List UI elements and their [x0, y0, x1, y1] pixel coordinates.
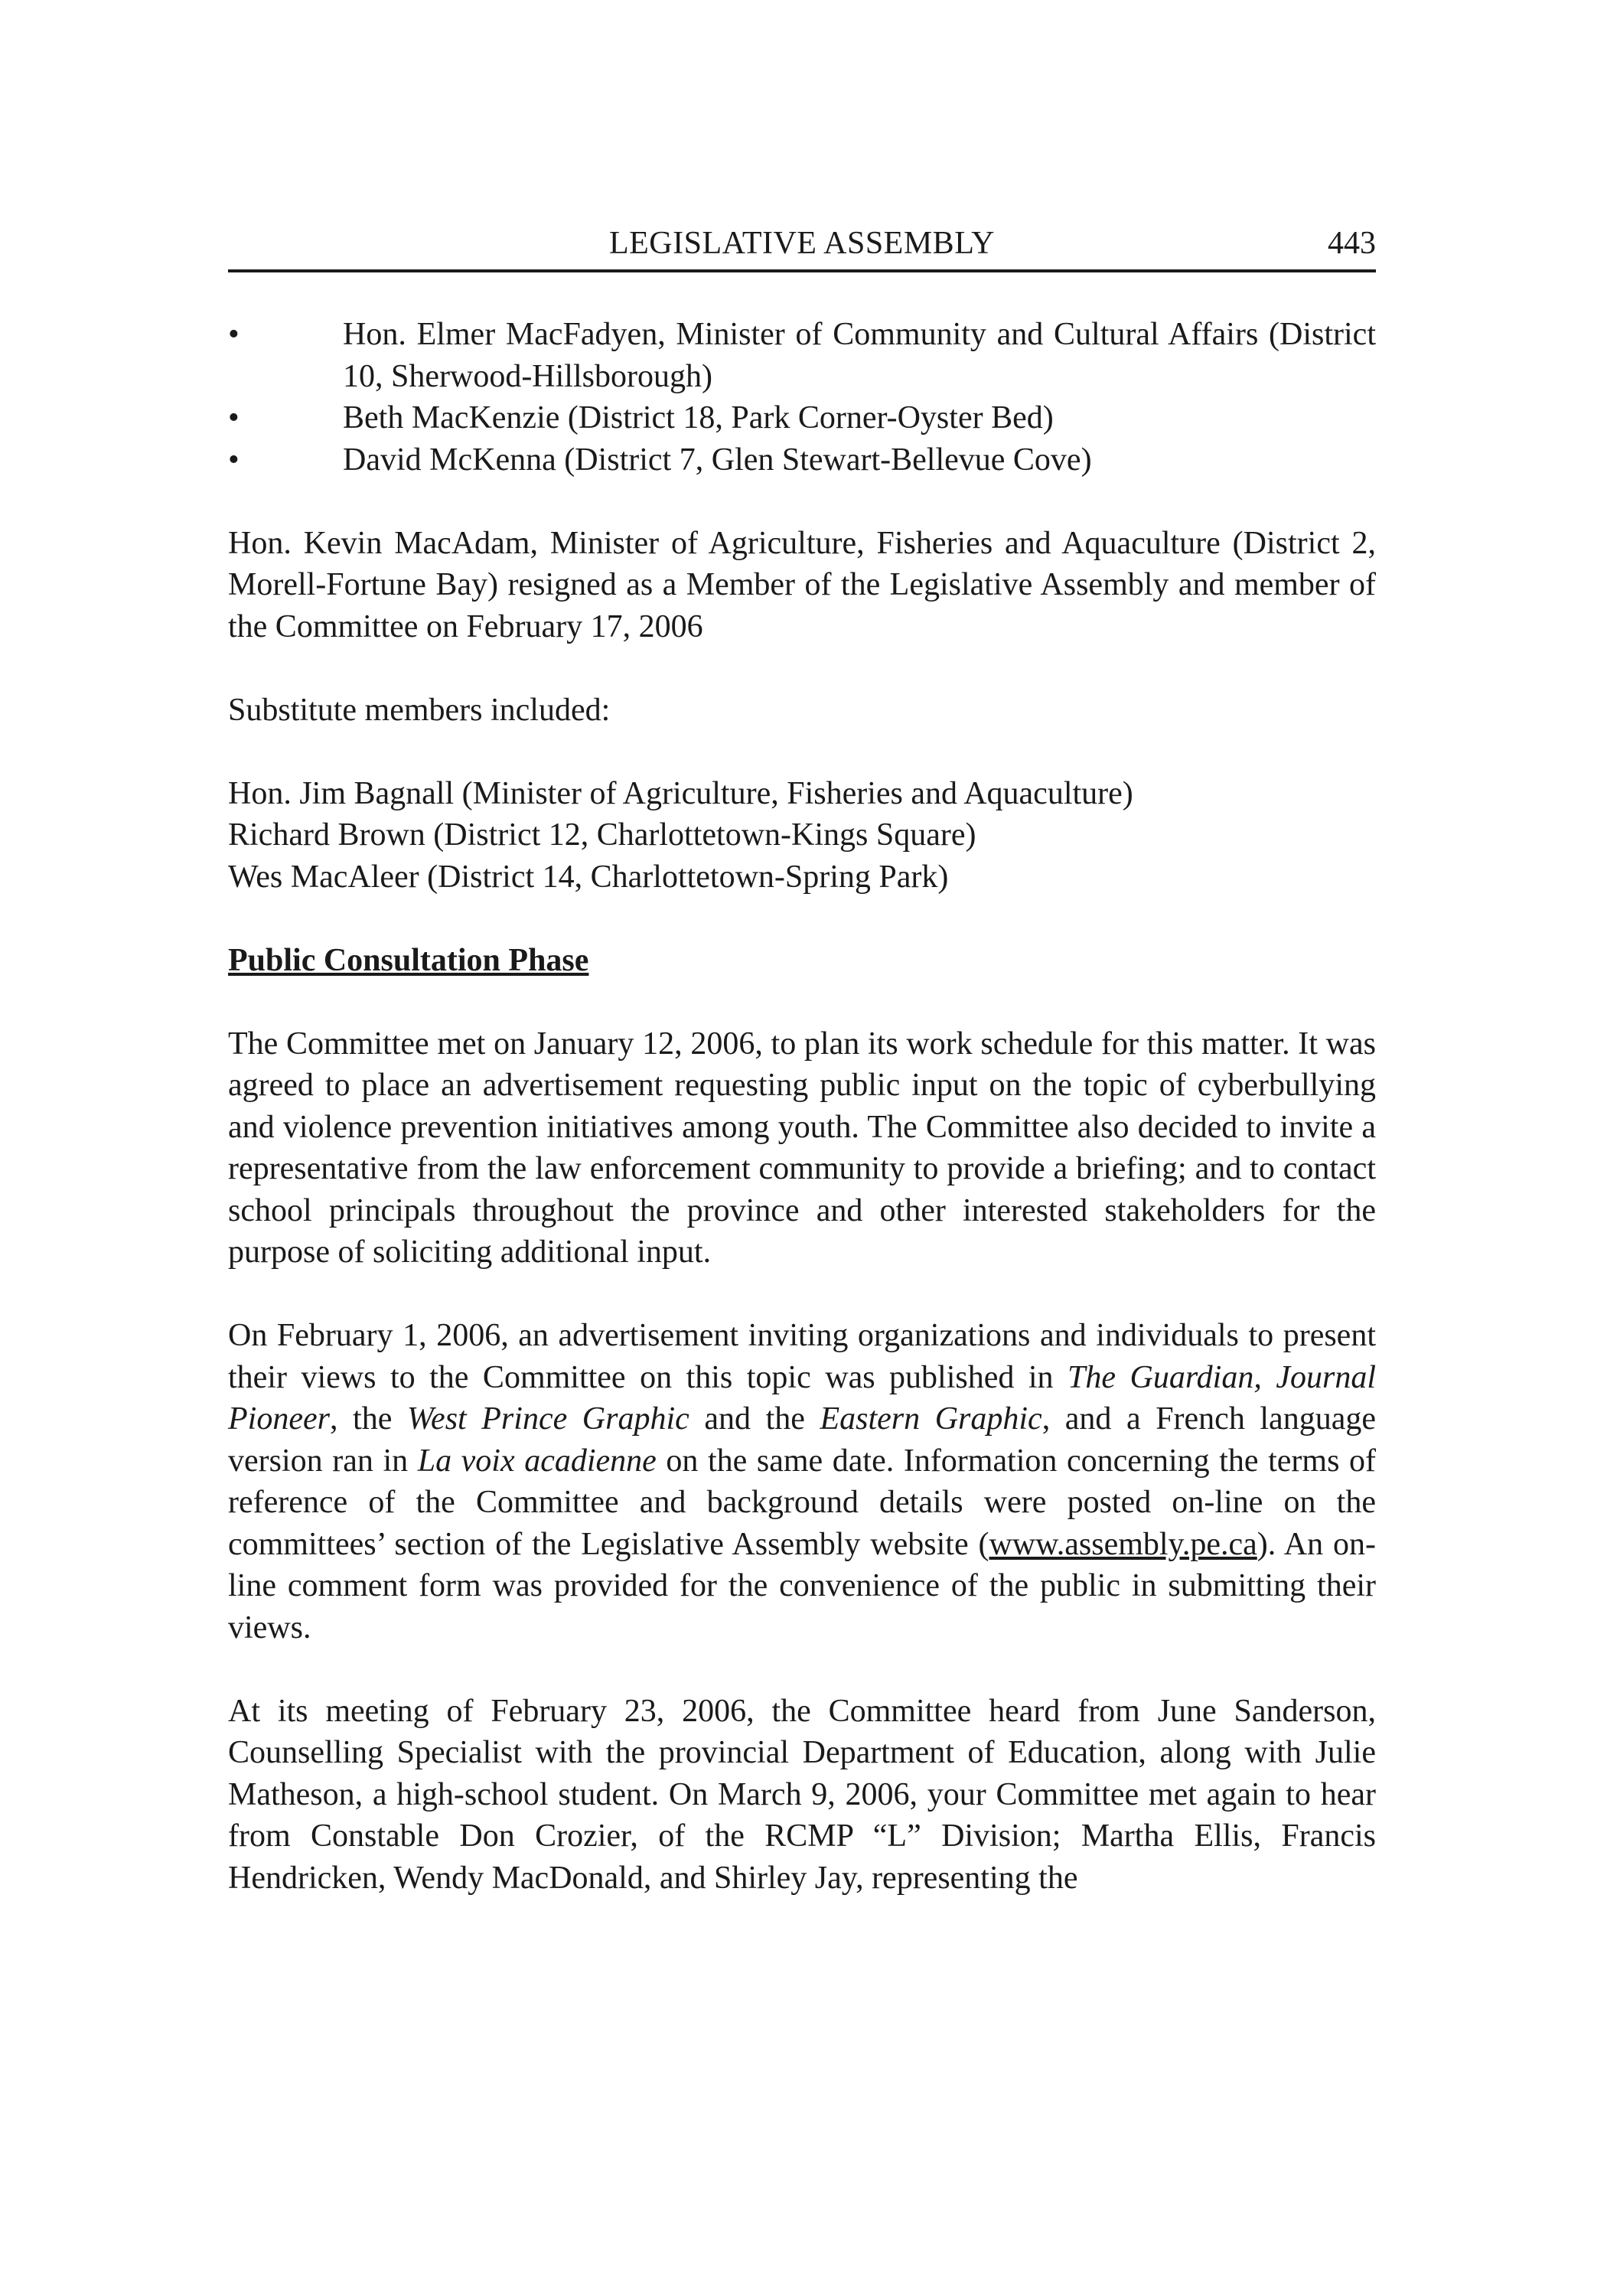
paragraph-meetings: At its meeting of February 23, 2006, the Committee heard from June Sanderson, Counselling Specialist with the provincial Department of Education, along with Julie Matheson, a high-school student. On March 9, 2006, your Committee met again to hear from Constable Don Crozier, of the RCMP “L” Division; Martha Ellis, Francis Hendricken, Wendy MacDonald, and Shirley Jay, representing the: [228, 1693, 1376, 1896]
list-item-text: Hon. Elmer MacFadyen, Minister of Community and Cultural Affairs (District 10, Sherwood-Hillsborough): [343, 317, 1376, 394]
text-run: On February 1, 2006, an advertisement inviting organizations and individuals to present their views to the Committee on this topic was published in: [228, 1318, 1376, 1395]
committee-member-list: [228, 314, 1376, 481]
paragraph-planning: The Committee met on January 12, 2006, to plan its work schedule for this matter. It was agreed to place an advertisement requesting public input on the topic of cyberbullying and violence prevention initiatives among youth. The Committee also decided to invite a representative from the law enforcement community to provide a briefing; and to contact school principals throughout the province and other interested stakeholders for the purpose of soliciting additional input.: [228, 1026, 1376, 1270]
list-item-text: Beth MacKenzie (District 18, Park Corner-Oyster Bed): [343, 400, 1054, 435]
substitute-item: Wes MacAleer (District 14, Charlottetown-Spring Park): [228, 859, 949, 895]
bullet-icon: •: [228, 400, 240, 435]
publication-name: West Prince Graphic: [406, 1401, 689, 1437]
paragraph-advertisement: [228, 1315, 1376, 1649]
website-link[interactable]: www.assembly.pe.ca: [989, 1526, 1257, 1562]
list-item: [228, 439, 1376, 481]
page-header: [228, 222, 1376, 272]
text-run: ). An on-line comment form was provided for the convenience of the public in submitting their views.: [228, 1526, 1376, 1645]
bullet-icon: •: [228, 442, 240, 478]
bullet-icon: •: [228, 317, 240, 352]
document-body: [228, 314, 1376, 1899]
list-item-text: David McKenna (District 7, Glen Stewart-Bellevue Cove): [343, 442, 1092, 478]
substitute-item: Richard Brown (District 12, Charlottetown-Kings Square): [228, 817, 976, 853]
section-heading: Public Consultation Phase: [228, 942, 589, 978]
publication-name: La voix acadienne: [417, 1443, 657, 1479]
text-run: and the: [689, 1401, 820, 1437]
substitute-list: [228, 773, 1376, 899]
publication-name: Eastern Graphic: [820, 1401, 1042, 1437]
text-run: , the: [329, 1401, 407, 1437]
text-run: , and a French language version ran in: [228, 1401, 1376, 1479]
list-item: [228, 314, 1376, 397]
substitute-intro: Substitute members included:: [228, 692, 611, 728]
page-number: 443: [1328, 226, 1376, 261]
header-title: LEGISLATIVE ASSEMBLY: [609, 226, 995, 261]
text-run: on the same date. Information concerning the terms of reference of the Committee and background details were posted on-line on the committees’ section of the Legislative Assembly website (: [228, 1443, 1376, 1562]
resignation-paragraph: Hon. Kevin MacAdam, Minister of Agriculture, Fisheries and Aquaculture (District 2, Morell-Fortune Bay) resigned as a Member of the Legislative Assembly and member of the Committee on February 17, 2006: [228, 525, 1376, 644]
publication-name: The Guardian, Journal Pioneer: [228, 1359, 1376, 1437]
substitute-item: Hon. Jim Bagnall (Minister of Agriculture, Fisheries and Aquaculture): [228, 775, 1133, 811]
list-item: [228, 397, 1376, 439]
